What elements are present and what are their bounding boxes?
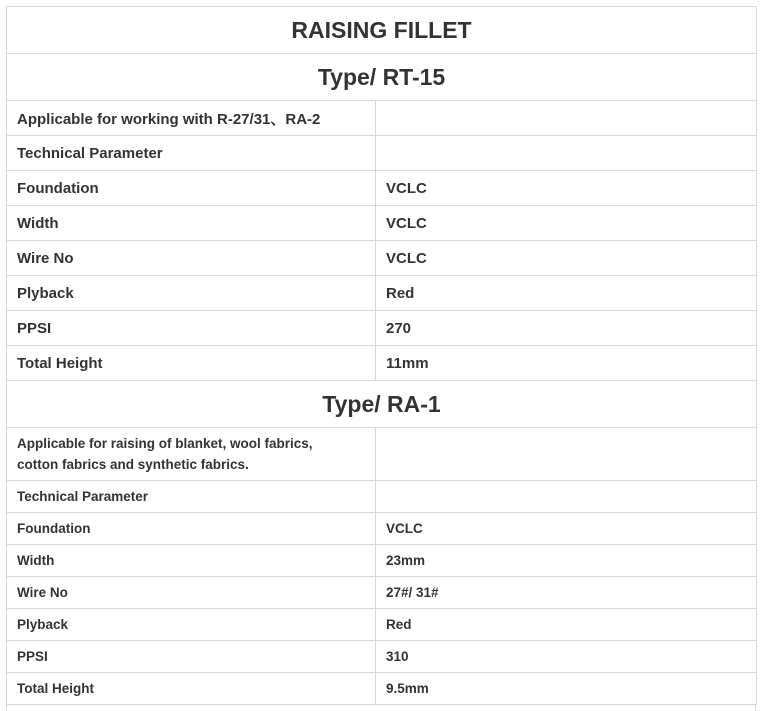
table-row [7, 206, 757, 241]
table-row [7, 428, 757, 481]
param-label: Applicable for working with R-27/31、RA-2 [7, 101, 376, 136]
param-value [376, 428, 757, 481]
table-row [7, 673, 757, 705]
param-label: Total Height [7, 673, 376, 705]
param-value: Red [376, 276, 757, 311]
type-heading: Type/ RT-15 [7, 54, 757, 101]
table-row [7, 101, 757, 136]
type-heading: Type/ RA-1 [7, 381, 757, 428]
table-row [7, 241, 757, 276]
param-label: PPSI [7, 311, 376, 346]
param-label: Wire No [7, 577, 376, 609]
applicable-line: Applicable for raising of blanket, wool fabrics, [17, 436, 313, 451]
table-row [7, 311, 757, 346]
param-value [376, 101, 757, 136]
table-title: RAISING FILLET [7, 7, 757, 54]
param-label: Foundation [7, 171, 376, 206]
type-row [7, 54, 757, 101]
param-value [376, 481, 757, 513]
param-label: Total Height [7, 346, 376, 381]
applicable-line: cotton fabrics and synthetic fabrics. [17, 457, 249, 472]
param-value [376, 136, 757, 171]
param-value: VCLC [376, 513, 757, 545]
title-row [7, 7, 757, 54]
table-row [7, 136, 757, 171]
param-value: Red [376, 609, 757, 641]
param-value: 11mm [376, 346, 757, 381]
param-value: 9.5mm [376, 673, 757, 705]
table-row [7, 276, 757, 311]
table-row [7, 609, 757, 641]
param-label: Plyback [7, 609, 376, 641]
param-value: 310 [376, 641, 757, 673]
spec-table [6, 6, 757, 705]
param-value: 27#/ 31# [376, 577, 757, 609]
param-value: VCLC [376, 206, 757, 241]
param-label: PPSI [7, 641, 376, 673]
param-label: Foundation [7, 513, 376, 545]
table-row [7, 545, 757, 577]
param-label [7, 428, 376, 481]
param-label: Technical Parameter [7, 136, 376, 171]
table-row [7, 481, 757, 513]
param-value: VCLC [376, 171, 757, 206]
table-row [7, 577, 757, 609]
type-row [7, 381, 757, 428]
param-label: Width [7, 206, 376, 241]
param-value: VCLC [376, 241, 757, 276]
table-row [7, 171, 757, 206]
param-label: Width [7, 545, 376, 577]
param-label: Wire No [7, 241, 376, 276]
table-continuation [6, 704, 756, 711]
table-row [7, 346, 757, 381]
param-value: 23mm [376, 545, 757, 577]
param-value: 270 [376, 311, 757, 346]
param-label: Technical Parameter [7, 481, 376, 513]
table-row [7, 641, 757, 673]
param-label: Plyback [7, 276, 376, 311]
table-row [7, 513, 757, 545]
